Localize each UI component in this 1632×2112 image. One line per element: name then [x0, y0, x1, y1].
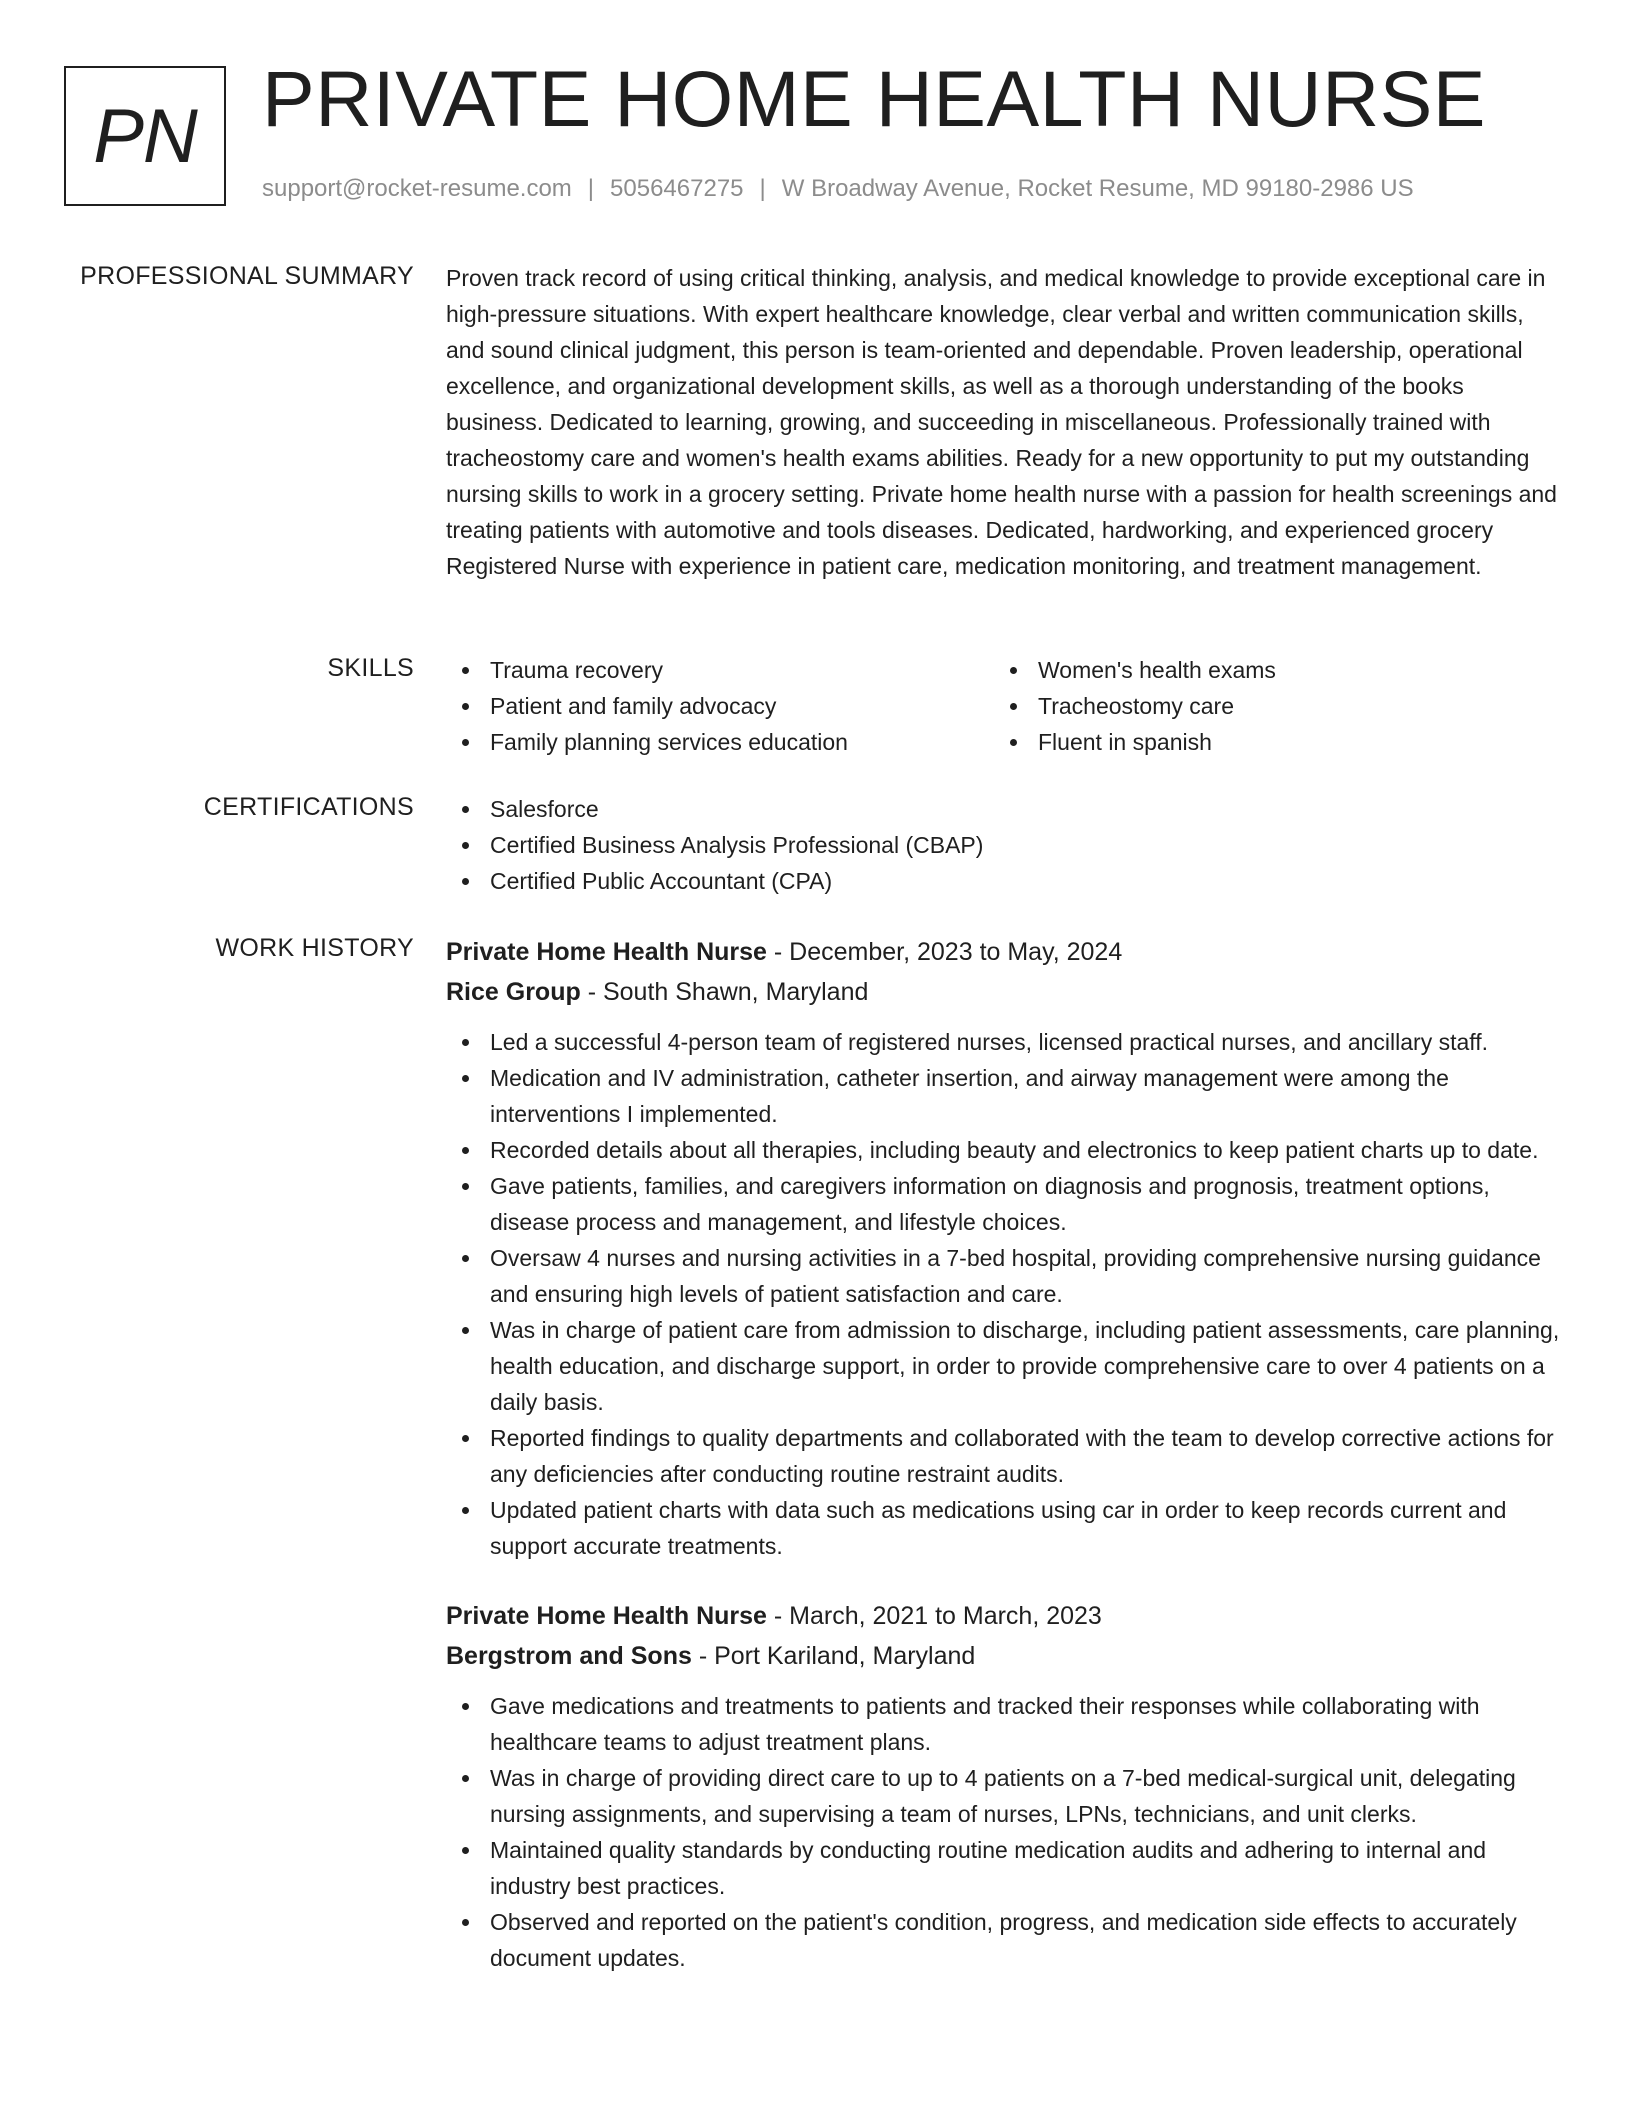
skills-list-left — [446, 652, 994, 760]
list-item: Certified Public Accountant (CPA) — [446, 863, 1566, 899]
job-entry — [446, 932, 1566, 1564]
job-company-line — [446, 972, 1566, 1012]
list-item: Fluent in spanish — [994, 724, 1542, 760]
list-item: Family planning services education — [446, 724, 994, 760]
job-entry — [446, 1596, 1566, 1976]
contact-separator: | — [587, 175, 595, 202]
skills-body — [446, 652, 1566, 760]
list-item: Led a successful 4-person team of registered nurses, licensed practical nurses, and ancillary staff. — [446, 1024, 1566, 1060]
list-item: Certified Business Analysis Professional (CBAP) — [446, 827, 1566, 863]
job-location: - Port Kariland, Maryland — [691, 1642, 976, 1670]
contact-separator: | — [759, 175, 766, 202]
job-title-line — [446, 1596, 1566, 1636]
summary-text: Proven track record of using critical thinking, analysis, and medical knowledge to provide exceptional care in high-pressure situations. With expert healthcare knowledge, clear verbal and written communication skills, and sound clinical judgment, this person is team-oriented and dependable. Proven leadership, operational excellence, and organizational development skills, as well as a thorough understanding of the books business. Dedicated to learning, growing, and succeeding in miscellaneous. Professionally trained with tracheostomy care and women's health exams abilities. Ready for a new opportunity to put my outstanding nursing skills to work in a grocery setting. Private home health nurse with a passion for health screenings and treating patients with automotive and tools diseases. Dedicated, hardworking, and experienced grocery Registered Nurse with experience in patient care, medication monitoring, and treatment management. — [446, 265, 1557, 579]
summary-heading: PROFESSIONAL SUMMARY — [80, 262, 414, 290]
contact-line — [262, 175, 1414, 203]
job-location: - South Shawn, Maryland — [580, 978, 869, 1006]
list-item: Maintained quality standards by conducting routine medication audits and adhering to internal and industry best practices. — [446, 1832, 1566, 1904]
skills-heading: SKILLS — [327, 654, 414, 682]
list-item: Oversaw 4 nurses and nursing activities in a 7-bed hospital, providing comprehensive nursing guidance and ensuring high levels of patient satisfaction and care. — [446, 1240, 1566, 1312]
list-item: Reported findings to quality departments and collaborated with the team to develop corrective actions for any deficiencies after conducting routine restraint audits. — [446, 1420, 1566, 1492]
list-item: Gave patients, families, and caregivers information on diagnosis and prognosis, treatment options, disease process and management, and lifestyle choices. — [446, 1168, 1566, 1240]
job-title-line — [446, 932, 1566, 972]
list-item: Was in charge of providing direct care to up to 4 patients on a 7-bed medical-surgical unit, delegating nursing assignments, and supervising a team of nurses, LPNs, technicians, and unit clerks. — [446, 1760, 1566, 1832]
job-bullets — [446, 1688, 1566, 1976]
contact-phone: 5056467275 — [610, 175, 744, 202]
monogram-logo: PN — [64, 66, 226, 206]
list-item: Updated patient charts with data such as medications using car in order to keep records current and support accurate treatments. — [446, 1492, 1566, 1564]
certifications-body — [446, 791, 1566, 899]
job-bullets — [446, 1024, 1566, 1564]
contact-email: support@rocket-resume.com — [262, 175, 572, 202]
certifications-list — [446, 791, 1566, 899]
list-item: Gave medications and treatments to patients and tracked their responses while collaborating with healthcare teams to adjust treatment plans. — [446, 1688, 1566, 1760]
certifications-heading: CERTIFICATIONS — [203, 793, 414, 821]
list-item: Patient and family advocacy — [446, 688, 994, 724]
work-history-body — [446, 932, 1566, 1976]
list-item: Women's health exams — [994, 652, 1542, 688]
summary-body — [446, 260, 1566, 584]
job-dates: - March, 2021 to March, 2023 — [766, 1602, 1102, 1630]
job-company: Rice Group — [446, 978, 581, 1006]
work-history-heading: WORK HISTORY — [215, 934, 414, 962]
list-item: Was in charge of patient care from admission to discharge, including patient assessments, care planning, health education, and discharge support, in order to provide comprehensive care to over 4 patients on a daily basis. — [446, 1312, 1566, 1420]
skills-list-right — [994, 652, 1542, 760]
job-title: Private Home Health Nurse — [446, 938, 767, 966]
list-item: Salesforce — [446, 791, 1566, 827]
job-title: Private Home Health Nurse — [446, 1602, 767, 1630]
list-item: Recorded details about all therapies, including beauty and electronics to keep patient charts up to date. — [446, 1132, 1566, 1168]
list-item: Trauma recovery — [446, 652, 994, 688]
job-dates: - December, 2023 to May, 2024 — [766, 938, 1123, 966]
list-item: Medication and IV administration, catheter insertion, and airway management were among the interventions I implemented. — [446, 1060, 1566, 1132]
resume-name-title: PRIVATE HOME HEALTH NURSE — [262, 54, 1487, 143]
list-item: Observed and reported on the patient's condition, progress, and medication side effects to accurately document updates. — [446, 1904, 1566, 1976]
job-company-line — [446, 1636, 1566, 1676]
list-item: Tracheostomy care — [994, 688, 1542, 724]
job-company: Bergstrom and Sons — [446, 1642, 692, 1670]
contact-address: W Broadway Avenue, Rocket Resume, MD 99180-2986 US — [781, 175, 1414, 202]
